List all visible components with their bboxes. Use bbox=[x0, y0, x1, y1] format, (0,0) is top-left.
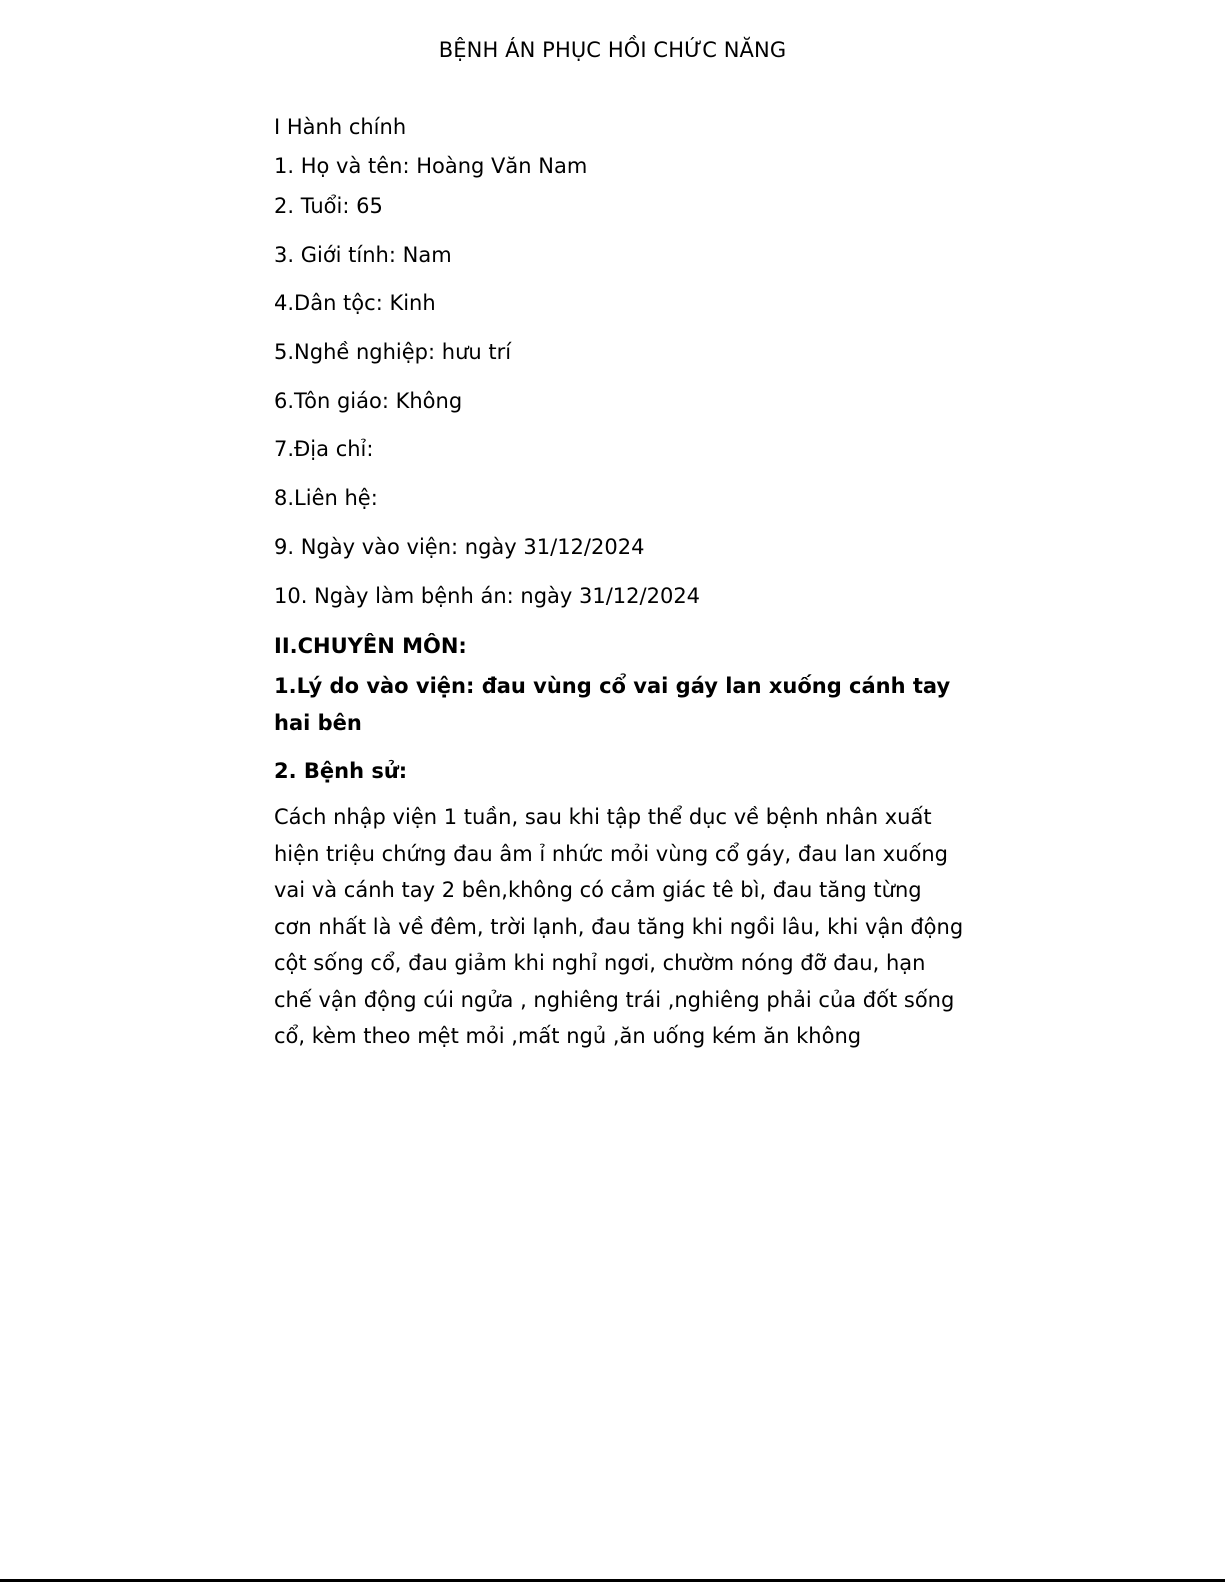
page-bottom-border bbox=[0, 1579, 1225, 1582]
specialty-section-heading: II.CHUYÊN MÔN: bbox=[274, 634, 467, 659]
admin-item-gender: 3. Giới tính: Nam bbox=[274, 242, 452, 267]
admin-item-occupation: 5.Nghề nghiệp: hưu trí bbox=[274, 340, 512, 365]
document-content bbox=[274, 112, 964, 1055]
document-title: BỆNH ÁN PHỤC HỒI CHỨC NĂNG bbox=[438, 38, 787, 62]
admission-reason: 1.Lý do vào viện: đau vùng cổ vai gáy lan xuống cánh tay hai bên bbox=[274, 674, 951, 735]
admin-info-list bbox=[274, 142, 964, 620]
admin-section-heading: I Hành chính bbox=[274, 115, 407, 139]
admin-item-religion: 6.Tôn giáo: Không bbox=[274, 388, 463, 413]
medical-history-text: Cách nhập viện 1 tuần, sau khi tập thể dục về bệnh nhân xuất hiện triệu chứng đau âm ỉ nhức mỏi vùng cổ gáy, đau lan xuống vai và cánh tay 2 bên,không có cảm giác tê bì, đau tăng từng cơn nhất là về đêm, trời lạnh, đau tăng khi ngồi lâu, khi vận động cột sống cổ, đau giảm khi nghỉ ngơi, chườm nóng đỡ đau, hạn chế vận động cúi ngửa , nghiêng trái ,nghiêng phải của đốt sống cổ, kèm theo mệt mỏi ,mất ngủ ,ăn uống kém ăn không bbox=[274, 805, 964, 1049]
admin-item-ethnicity: 4.Dân tộc: Kinh bbox=[274, 291, 436, 316]
admin-item-address: 7.Địa chỉ: bbox=[274, 437, 374, 462]
admin-item-name: 1. Họ và tên: Hoàng Văn Nam bbox=[274, 154, 588, 178]
medical-history-heading: 2. Bệnh sử: bbox=[274, 759, 408, 784]
admin-item-admission-date: 9. Ngày vào viện: ngày 31/12/2024 bbox=[274, 534, 645, 559]
admin-item-age: 2. Tuổi: 65 bbox=[274, 194, 383, 218]
admin-item-contact: 8.Liên hệ: bbox=[274, 486, 378, 511]
admin-item-record-date: 10. Ngày làm bệnh án: ngày 31/12/2024 bbox=[274, 583, 701, 608]
